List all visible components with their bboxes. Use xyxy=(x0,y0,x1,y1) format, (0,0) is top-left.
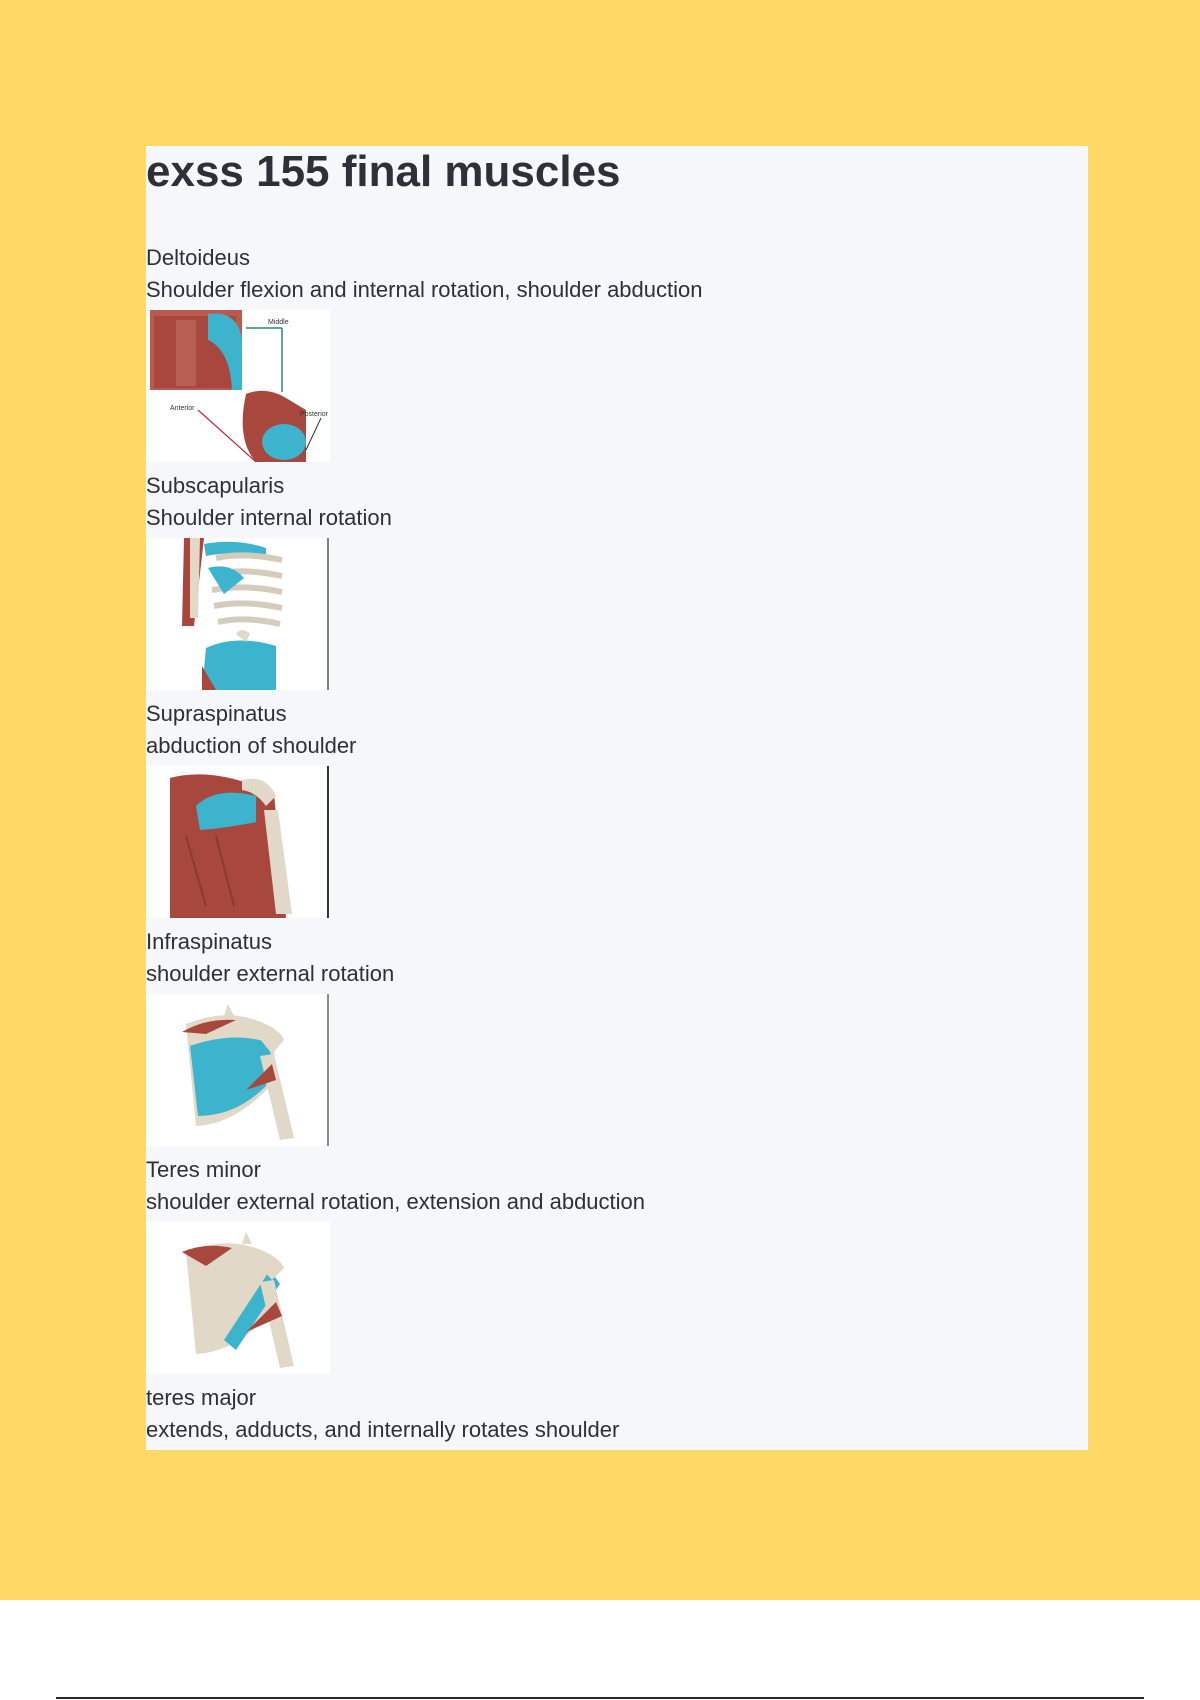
deltoideus-image xyxy=(146,310,330,462)
page-title: exss 155 final muscles xyxy=(146,147,621,196)
card-entry-infraspinatus xyxy=(146,926,1088,1146)
supraspinatus-image xyxy=(146,766,330,918)
definition-supraspinatus: abduction of shoulder xyxy=(146,733,357,758)
card-entry-subscapularis xyxy=(146,470,1088,690)
term-supraspinatus: Supraspinatus xyxy=(146,701,287,726)
card-entry-supraspinatus xyxy=(146,698,1088,918)
infraspinatus-image xyxy=(146,994,330,1146)
term-teres-major: teres major xyxy=(146,1385,257,1410)
definition-deltoideus: Shoulder flexion and internal rotation, shoulder abduction xyxy=(146,277,703,302)
definition-teres-major: extends, adducts, and internally rotates shoulder xyxy=(146,1417,620,1442)
term-teres-minor: Teres minor xyxy=(146,1157,261,1182)
label-posterior: Posterior xyxy=(300,411,329,418)
label-anterior: Anterior xyxy=(170,405,195,412)
card-entry-deltoideus xyxy=(146,242,1088,462)
bottom-divider xyxy=(56,1697,1144,1699)
label-middle: Middle xyxy=(268,319,289,326)
teres-minor-image xyxy=(146,1222,330,1374)
definition-subscapularis: Shoulder internal rotation xyxy=(146,505,392,530)
card-entry-teres-major xyxy=(146,1382,1088,1446)
term-deltoideus: Deltoideus xyxy=(146,245,250,270)
term-infraspinatus: Infraspinatus xyxy=(146,929,272,954)
subscapularis-image xyxy=(146,538,330,690)
definition-infraspinatus: shoulder external rotation xyxy=(146,961,395,986)
definition-teres-minor: shoulder external rotation, extension and abduction xyxy=(146,1189,646,1214)
term-subscapularis: Subscapularis xyxy=(146,473,285,498)
card-entry-teres-minor xyxy=(146,1154,1088,1374)
study-set-card xyxy=(146,146,1088,1450)
